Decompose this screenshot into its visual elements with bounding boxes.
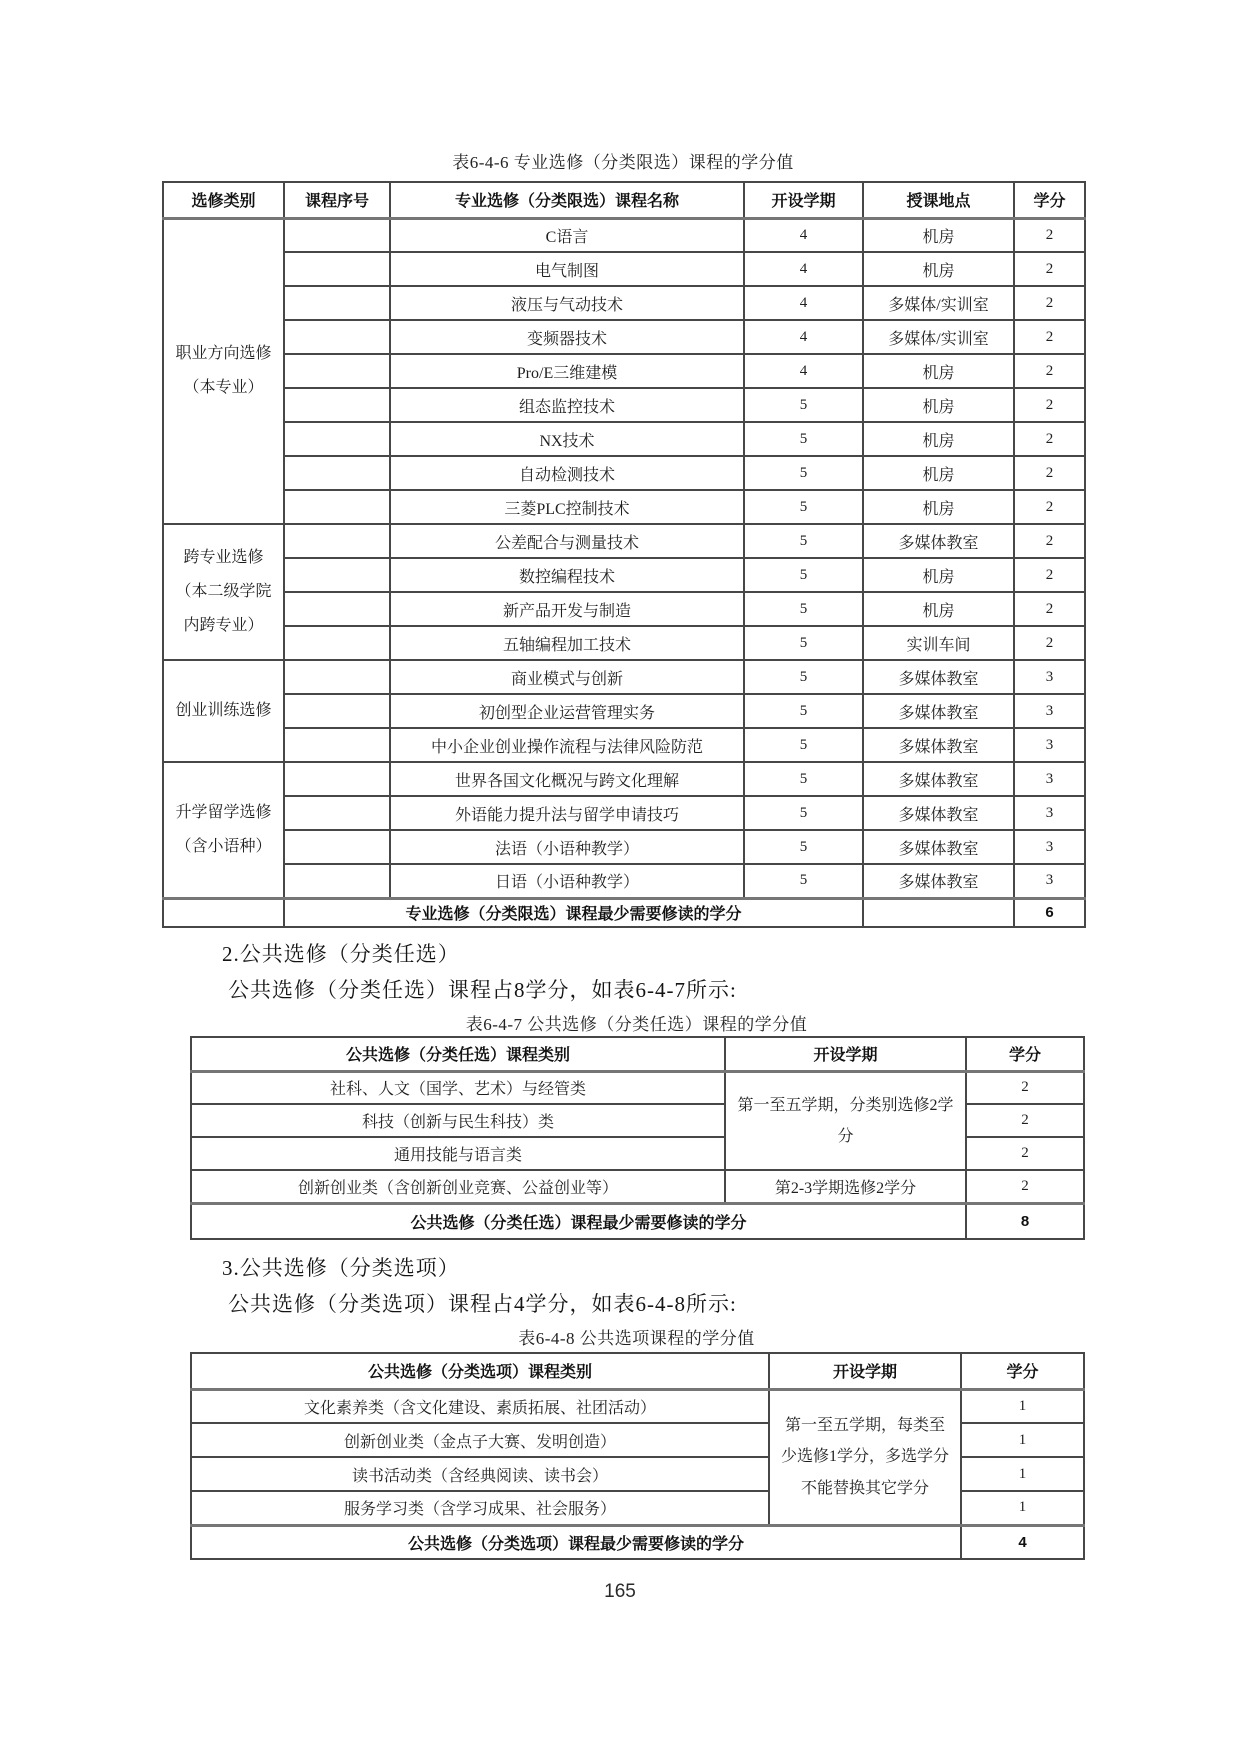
seq-cell — [284, 660, 390, 694]
course-name-cell: 液压与气动技术 — [390, 286, 744, 320]
credits-cell: 1 — [961, 1457, 1084, 1491]
term-cell: 5 — [744, 422, 863, 456]
category-cell: 创新创业类（金点子大赛、发明创造） — [191, 1423, 769, 1457]
location-cell: 机房 — [863, 252, 1014, 286]
seq-cell — [284, 592, 390, 626]
location-cell: 多媒体/实训室 — [863, 320, 1014, 354]
course-name-cell: 商业模式与创新 — [390, 660, 744, 694]
seq-cell — [284, 320, 390, 354]
course-name-cell: 外语能力提升法与留学申请技巧 — [390, 796, 744, 830]
course-name-cell: 公差配合与测量技术 — [390, 524, 744, 558]
term-cell: 4 — [744, 218, 863, 252]
course-name-cell: C语言 — [390, 218, 744, 252]
course-name-cell: 自动检测技术 — [390, 456, 744, 490]
term-cell: 5 — [744, 830, 863, 864]
seq-cell — [284, 864, 390, 898]
credits-cell: 2 — [1014, 354, 1085, 388]
seq-cell — [284, 694, 390, 728]
credits-cell: 2 — [1014, 524, 1085, 558]
category-cell: 服务学习类（含学习成果、社会服务） — [191, 1491, 769, 1525]
term-cell: 5 — [744, 592, 863, 626]
seq-cell — [284, 422, 390, 456]
section-3-heading: 3.公共选修（分类选项） — [222, 1256, 460, 1280]
term-merged-cell: 第一至五学期，分类别选修2学分 — [725, 1071, 966, 1170]
course-row — [163, 524, 1085, 558]
location-cell: 机房 — [863, 218, 1014, 252]
credits-cell: 2 — [1014, 626, 1085, 660]
credits-cell: 3 — [1014, 864, 1085, 898]
term-cell: 5 — [744, 694, 863, 728]
credits-cell: 2 — [966, 1104, 1084, 1137]
course-row — [163, 660, 1085, 694]
category-cell: 创新创业类（含创新创业竞赛、公益创业等） — [191, 1170, 725, 1203]
location-cell: 机房 — [863, 592, 1014, 626]
credits-cell: 3 — [1014, 660, 1085, 694]
table-648-footer-row — [191, 1525, 1084, 1559]
header-credits: 学分 — [966, 1037, 1084, 1071]
table-646-header-row — [163, 182, 1085, 218]
header-term: 开设学期 — [769, 1353, 961, 1389]
location-cell: 机房 — [863, 490, 1014, 524]
table-648-header-row — [191, 1353, 1084, 1389]
location-cell: 机房 — [863, 354, 1014, 388]
category-row — [191, 1389, 1084, 1423]
footer-credits-cell: 4 — [961, 1525, 1084, 1559]
term-cell: 4 — [744, 286, 863, 320]
location-cell — [863, 898, 1014, 927]
location-cell: 实训车间 — [863, 626, 1014, 660]
credits-cell: 1 — [961, 1389, 1084, 1423]
location-cell: 多媒体教室 — [863, 728, 1014, 762]
course-row — [163, 354, 1085, 388]
header-course-name: 专业选修（分类限选）课程名称 — [390, 182, 744, 218]
credits-cell: 3 — [1014, 728, 1085, 762]
course-name-cell: 新产品开发与制造 — [390, 592, 744, 626]
seq-cell — [284, 524, 390, 558]
seq-cell — [284, 558, 390, 592]
term-cell: 5 — [744, 456, 863, 490]
course-row — [163, 626, 1085, 660]
credits-cell: 2 — [1014, 490, 1085, 524]
footer-label-cell: 公共选修（分类选项）课程最少需要修读的学分 — [191, 1525, 961, 1559]
section-3-paragraph: 公共选修（分类选项）课程占4学分，如表6-4-8所示: — [228, 1292, 737, 1316]
term-cell: 5 — [744, 660, 863, 694]
course-name-cell: 日语（小语种教学） — [390, 864, 744, 898]
header-course-category: 公共选修（分类任选）课程类别 — [191, 1037, 725, 1071]
location-cell: 机房 — [863, 456, 1014, 490]
credits-cell: 3 — [1014, 762, 1085, 796]
term-cell: 4 — [744, 320, 863, 354]
location-cell: 多媒体教室 — [863, 660, 1014, 694]
page-number: 165 — [604, 1581, 636, 1602]
seq-cell — [284, 490, 390, 524]
seq-cell — [284, 626, 390, 660]
category-cell: 通用技能与语言类 — [191, 1137, 725, 1170]
term-cell: 4 — [744, 252, 863, 286]
header-course-category: 公共选修（分类选项）课程类别 — [191, 1353, 769, 1389]
course-row — [163, 864, 1085, 898]
footer-credits-cell: 6 — [1014, 898, 1085, 927]
table-646 — [162, 181, 1086, 928]
category-row — [191, 1170, 1084, 1203]
header-course-number: 课程序号 — [284, 182, 390, 218]
course-name-cell: 世界各国文化概况与跨文化理解 — [390, 762, 744, 796]
course-name-cell: Pro/E三维建模 — [390, 354, 744, 388]
seq-cell — [284, 388, 390, 422]
course-name-cell: 组态监控技术 — [390, 388, 744, 422]
credits-cell: 2 — [1014, 218, 1085, 252]
term-cell: 5 — [744, 796, 863, 830]
course-row — [163, 762, 1085, 796]
category-cell — [163, 898, 284, 927]
course-row — [163, 558, 1085, 592]
credits-cell: 3 — [1014, 830, 1085, 864]
credits-cell: 2 — [1014, 286, 1085, 320]
course-name-cell: 电气制图 — [390, 252, 744, 286]
location-cell: 多媒体教室 — [863, 796, 1014, 830]
course-row — [163, 252, 1085, 286]
header-credits: 学分 — [1014, 182, 1085, 218]
course-row — [163, 456, 1085, 490]
term-cell: 5 — [744, 626, 863, 660]
category-cell: 文化素养类（含文化建设、素质拓展、社团活动） — [191, 1389, 769, 1423]
header-elective-category: 选修类别 — [163, 182, 284, 218]
course-name-cell: 初创型企业运营管理实务 — [390, 694, 744, 728]
category-cell: 科技（创新与民生科技）类 — [191, 1104, 725, 1137]
section-2-heading: 2.公共选修（分类任选） — [222, 942, 460, 966]
term-merged-cell: 第一至五学期，每类至少选修1学分，多选学分不能替换其它学分 — [769, 1389, 961, 1525]
seq-cell — [284, 354, 390, 388]
seq-cell — [284, 762, 390, 796]
location-cell: 多媒体教室 — [863, 830, 1014, 864]
term-cell: 5 — [744, 524, 863, 558]
credits-cell: 2 — [1014, 252, 1085, 286]
category-cell: 升学留学选修（含小语种） — [163, 762, 284, 898]
course-row — [163, 694, 1085, 728]
table-647 — [190, 1036, 1085, 1240]
seq-cell — [284, 218, 390, 252]
header-term: 开设学期 — [744, 182, 863, 218]
category-cell: 社科、人文（国学、艺术）与经管类 — [191, 1071, 725, 1104]
footer-credits-cell: 8 — [966, 1203, 1084, 1239]
course-row — [163, 320, 1085, 354]
credits-cell: 3 — [1014, 796, 1085, 830]
table-646-title: 表6-4-6 专业选修（分类限选）课程的学分值 — [452, 153, 794, 172]
section-2-paragraph: 公共选修（分类任选）课程占8学分，如表6-4-7所示: — [228, 978, 737, 1002]
footer-label-cell: 专业选修（分类限选）课程最少需要修读的学分 — [284, 898, 863, 927]
table-648-title: 表6-4-8 公共选项课程的学分值 — [518, 1329, 755, 1348]
table-647-footer-row — [191, 1203, 1084, 1239]
category-row — [191, 1071, 1084, 1104]
credits-cell: 2 — [1014, 388, 1085, 422]
seq-cell — [284, 830, 390, 864]
location-cell: 机房 — [863, 558, 1014, 592]
credits-cell: 1 — [961, 1491, 1084, 1525]
category-cell: 读书活动类（含经典阅读、读书会） — [191, 1457, 769, 1491]
course-row — [163, 388, 1085, 422]
credits-cell: 2 — [1014, 558, 1085, 592]
term-cell: 5 — [744, 388, 863, 422]
term-cell: 4 — [744, 354, 863, 388]
term-cell: 5 — [744, 728, 863, 762]
course-name-cell: 变频器技术 — [390, 320, 744, 354]
credits-cell: 2 — [966, 1137, 1084, 1170]
term-cell: 5 — [744, 490, 863, 524]
footer-label-cell: 公共选修（分类任选）课程最少需要修读的学分 — [191, 1203, 966, 1239]
course-row — [163, 422, 1085, 456]
course-row — [163, 796, 1085, 830]
location-cell: 机房 — [863, 422, 1014, 456]
table-647-title: 表6-4-7 公共选修（分类任选）课程的学分值 — [465, 1015, 808, 1034]
location-cell: 机房 — [863, 388, 1014, 422]
seq-cell — [284, 286, 390, 320]
course-row — [163, 728, 1085, 762]
course-row — [163, 286, 1085, 320]
course-row — [163, 830, 1085, 864]
credits-cell: 2 — [1014, 320, 1085, 354]
header-credits: 学分 — [961, 1353, 1084, 1389]
course-name-cell: NX技术 — [390, 422, 744, 456]
course-name-cell: 三菱PLC控制技术 — [390, 490, 744, 524]
category-cell: 职业方向选修（本专业） — [163, 218, 284, 524]
seq-cell — [284, 728, 390, 762]
category-cell: 跨专业选修（本二级学院内跨专业） — [163, 524, 284, 660]
credits-cell: 2 — [966, 1170, 1084, 1203]
course-name-cell: 数控编程技术 — [390, 558, 744, 592]
credits-cell: 2 — [966, 1071, 1084, 1104]
seq-cell — [284, 796, 390, 830]
table-646-footer-row — [163, 898, 1085, 927]
credits-cell: 2 — [1014, 456, 1085, 490]
location-cell: 多媒体教室 — [863, 694, 1014, 728]
term-cell: 5 — [744, 864, 863, 898]
table-648 — [190, 1352, 1085, 1560]
term-cell: 5 — [744, 762, 863, 796]
location-cell: 多媒体教室 — [863, 762, 1014, 796]
credits-cell: 2 — [1014, 422, 1085, 456]
credits-cell: 3 — [1014, 694, 1085, 728]
credits-cell: 2 — [1014, 592, 1085, 626]
seq-cell — [284, 252, 390, 286]
location-cell: 多媒体教室 — [863, 524, 1014, 558]
term-cell: 第2-3学期选修2学分 — [725, 1170, 966, 1203]
location-cell: 多媒体/实训室 — [863, 286, 1014, 320]
course-name-cell: 五轴编程加工技术 — [390, 626, 744, 660]
location-cell: 多媒体教室 — [863, 864, 1014, 898]
header-term: 开设学期 — [725, 1037, 966, 1071]
seq-cell — [284, 456, 390, 490]
course-name-cell: 中小企业创业操作流程与法律风险防范 — [390, 728, 744, 762]
credits-cell: 1 — [961, 1423, 1084, 1457]
term-cell: 5 — [744, 558, 863, 592]
category-cell: 创业训练选修 — [163, 660, 284, 762]
course-name-cell: 法语（小语种教学） — [390, 830, 744, 864]
course-row — [163, 592, 1085, 626]
course-row — [163, 490, 1085, 524]
course-row — [163, 218, 1085, 252]
table-647-header-row — [191, 1037, 1084, 1071]
header-location: 授课地点 — [863, 182, 1014, 218]
